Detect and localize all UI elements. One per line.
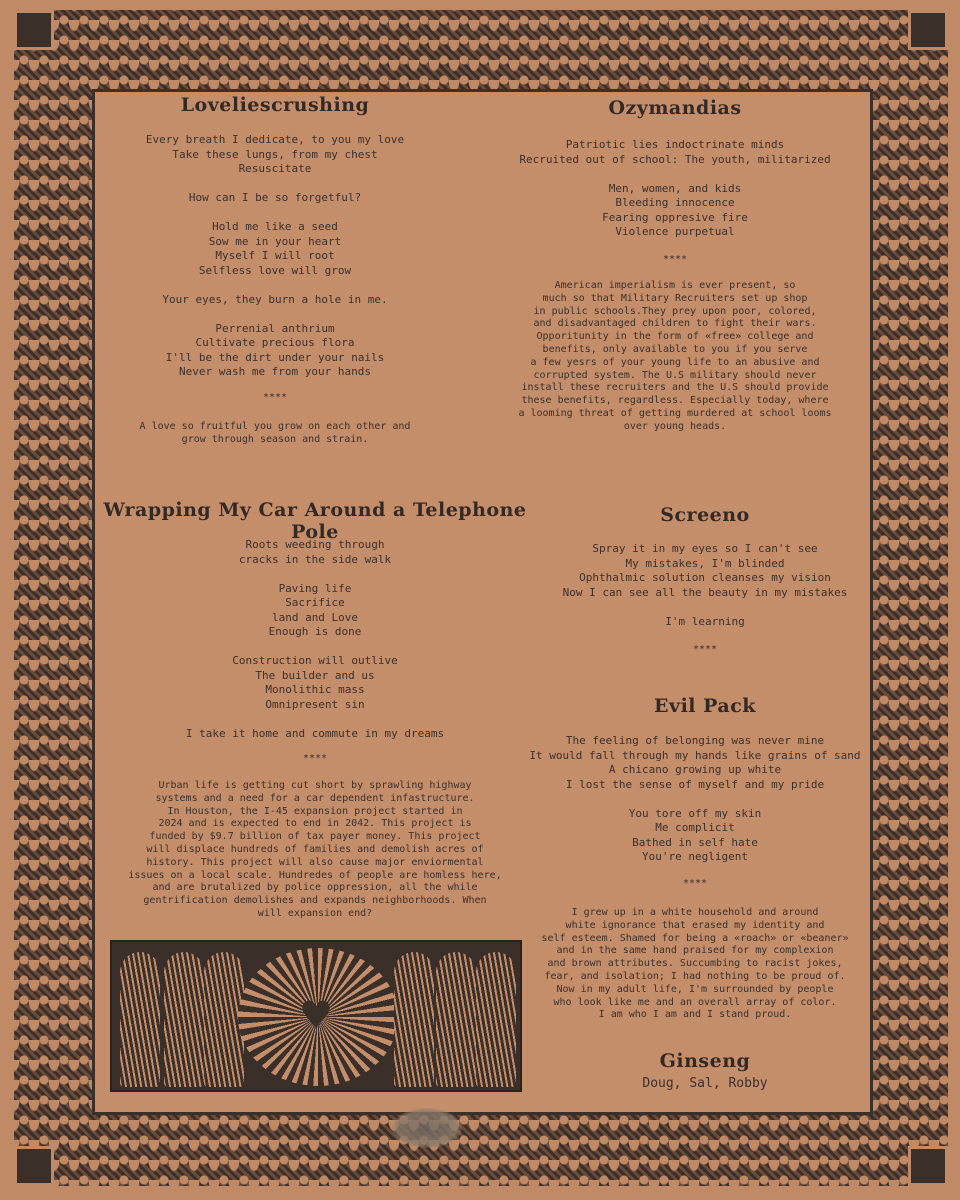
corner-ornament [14,1146,54,1186]
paper-stain [392,1108,462,1148]
poem-note: American imperialism is ever present, so much so that Military Recruiters set up shop in public schools.They prey upon poor, colored, and disadvantaged children to fight their wars. Opporitunity in the form of «free» college and benefits, only available to you if you serve a few yesrs of your young life to an abusive and corrupted system. The U.S military should never install these recruiters and the U.S should provide these benefits, regardless. Especially today, where a looming threat of getting murdered at school looms over young heads. [518,280,832,432]
poem-title: Screeno [660,504,750,526]
heart-icon: ♥ [302,988,330,1042]
figure-illustration [394,952,434,1087]
poem-title: Loveliescrushing [180,94,370,116]
poem-title: Wrapping My Car Around a Telephone Pole [103,499,527,543]
poem-body: Spray it in my eyes so I can't see My mistakes, I'm blinded Ophthalmic solution cleanses my vision Now I can see all the beauty in my mistakes I'm learning [562,542,848,628]
corner-ornament [908,10,948,50]
woodcut-illustration [110,940,522,1092]
corner-ornament [908,1146,948,1186]
poem-note: A love so fruitful you grow on each other and grow through season and strain. [139,421,411,445]
poem-body: Every breath I dedicate, to you my love Take these lungs, from my chest Resuscitate How can I be so forgetful? Hold me like a seed Sow me in your heart Myself I will root Selfless love will grow Your eyes, they burn a hole in me. Perrenial anthrium Cultivate precious flora I'll be the dirt under your nails Never wash me from your hands [145,133,405,378]
band-members: Doug, Sal, Robby [642,1076,768,1091]
band-name: Ginseng [659,1050,751,1072]
figure-illustration [164,952,204,1087]
poem-body: The feeling of belonging was never mine It would fall through my hands like grains of sand A chicano growing up white I lost the sense of myself and my pride You tore off my skin Me complicit Bathed in self hate You're negligent [529,734,861,863]
figure-illustration [120,952,160,1087]
poem-body: Roots weeding through cracks in the side walk Paving life Sacrifice land and Love Enough is done Construction will outlive The builder and us Monolithic mass Omnipresent sin I take it home and commute in my dreams [185,538,445,740]
separator: **** [662,254,688,265]
corner-ornament [14,10,54,50]
poem-title: Ozymandias [608,97,742,119]
poem-note: I grew up in a white household and around white ignorance that erased my identity and self esteem. Shamed for being a «roach» or «beaner» and in the same hand praised for my complexion and brown attributes. Succumbing to racist jokes, fear, and isolation; I had nothing to be proud of. Now in my adult life, I'm surrounded by people who look like me and an overall array of color. I am who I am and I stand proud. [541,907,849,1021]
poem-body: Patriotic lies indoctrinate minds Recruited out of school: The youth, militarized Men, women, and kids Bleeding innocence Fearing oppresive fire Violence purpetual [519,138,831,238]
separator: **** [302,753,328,764]
poem-title: Evil Pack [654,695,756,717]
separator: **** [682,878,708,889]
separator: **** [262,392,288,403]
separator: **** [692,644,718,655]
poem-note: Urban life is getting cut short by sprawling highway systems and a need for a car dependent infastructure. In Houston, the I-45 expansion project started in 2024 and is expected to end in 2042. This project is funded by $9.7 billion of tax payer money. This project will displace hundreds of families and demolish acres of history. This project will also cause major enviormental issues on a local scale. Hundredes of people are homless here, and are brutalized by police oppression, all the while gentrification demolishes and expands neighborhoods. When will expansion end? [128,780,502,919]
figure-illustration [436,952,476,1087]
